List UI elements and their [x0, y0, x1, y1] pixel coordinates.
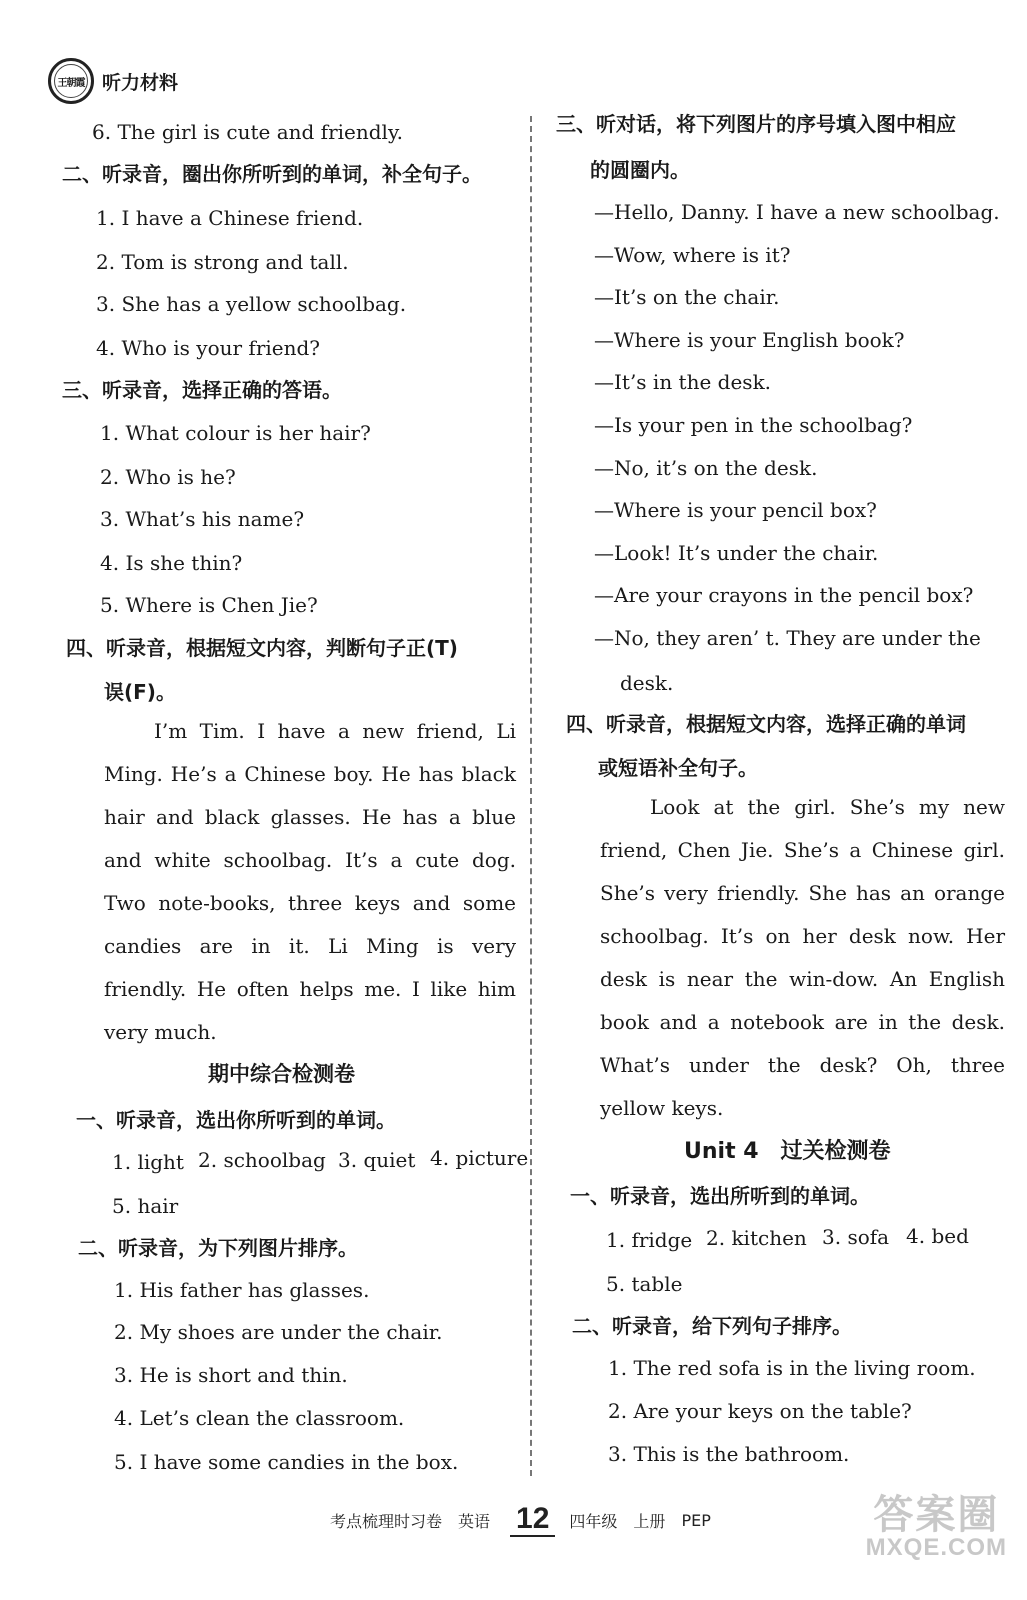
word-option: 2. kitchen — [706, 1226, 807, 1250]
footer-book-title: 考点梳理时习卷 — [330, 1511, 443, 1531]
dialog-line: —Where is your English book? — [594, 328, 905, 352]
list-item: 1. What colour is her hair? — [100, 421, 371, 445]
dialog-line: —Is your pen in the schoolbag? — [594, 413, 913, 437]
page-header — [48, 58, 178, 104]
list-item: 1. His father has glasses. — [114, 1278, 370, 1302]
list-item: 1. I have a Chinese friend. — [96, 206, 364, 230]
midterm-section-1-title: 一、听录音，选出你所听到的单词。 — [76, 1108, 396, 1132]
dialog-line: —Where is your pencil box? — [594, 498, 877, 522]
left-passage: I’m Tim. I have a new friend, Li Ming. He’s a Chinese boy. He has black hair and black glasses. He has a blue and white schoolbag. It’s a cute dog. Two note-books, three keys and some candies are in it. Li Ming is very friendly. He often helps me. I like him very much. — [104, 719, 516, 1044]
list-item: 2. My shoes are under the chair. — [114, 1320, 443, 1344]
list-item: 3. He is short and thin. — [114, 1363, 348, 1387]
list-item: 4. Who is your friend? — [96, 336, 321, 360]
right-section-4-title: 四、听录音，根据短文内容，选择正确的单词 — [566, 712, 966, 736]
right-passage: Look at the girl. She’s my new friend, Chen Jie. She’s a Chinese girl. She’s very friendly. She has an orange schoolbag. It’s on her desk now. Her desk is near the win-dow. An English book and a notebook are in the desk. What’s under the desk? Oh, three yellow keys. — [600, 795, 1005, 1120]
dialog-line: —It’s on the chair. — [594, 285, 780, 309]
list-item: 4. Is she thin? — [100, 551, 243, 575]
midterm-title: 期中综合检测卷 — [208, 1062, 355, 1086]
unit4-section-1-title: 一、听录音，选出所听到的单词。 — [570, 1184, 870, 1208]
dialog-line: —No, they aren’ t. They are under the — [594, 626, 981, 650]
list-item: 1. The red sofa is in the living room. — [608, 1356, 976, 1380]
word-option: 1. fridge — [606, 1228, 693, 1252]
list-item: 3. She has a yellow schoolbag. — [96, 292, 407, 316]
list-item: 5. Where is Chen Jie? — [100, 593, 318, 617]
dialog-line: —No, it’s on the desk. — [594, 456, 818, 480]
word-option: 1. light — [112, 1150, 184, 1174]
right-section-3-title: 三、听对话，将下列图片的序号填入图中相应 — [556, 112, 956, 136]
brand-logo-text: 王朝霞 — [54, 64, 88, 98]
footer-grade: 四年级 — [569, 1511, 618, 1531]
dialog-line: —Wow, where is it? — [594, 243, 791, 267]
left-section-2-title: 二、听录音，圈出你所听到的单词，补全句子。 — [62, 162, 482, 186]
left-line-6: 6. The girl is cute and friendly. — [92, 120, 403, 144]
list-item: 3. This is the bathroom. — [608, 1442, 850, 1466]
word-option: 3. sofa — [822, 1225, 890, 1249]
right-section-3-title-cont: 的圆圈内。 — [590, 158, 690, 182]
dialog-line: —Are your crayons in the pencil box? — [594, 583, 974, 607]
right-section-4-title-cont: 或短语补全句子。 — [598, 756, 758, 780]
left-section-4-title: 四、听录音，根据短文内容，判断句子正(T) — [66, 636, 458, 660]
word-option: 4. bed — [906, 1224, 969, 1248]
watermark-top: 答案圈 — [873, 1493, 1000, 1537]
word-option: 5. hair — [112, 1194, 179, 1218]
list-item: 4. Let’s clean the classroom. — [114, 1406, 405, 1430]
dialog-line: —Hello, Danny. I have a new schoolbag. — [594, 200, 1000, 224]
list-item: 5. I have some candies in the box. — [114, 1450, 459, 1474]
word-option: 4. picture — [430, 1146, 529, 1170]
left-section-3-title: 三、听录音，选择正确的答语。 — [62, 378, 342, 402]
footer-subject: 英语 — [458, 1511, 491, 1531]
page-number: 12 — [510, 1503, 555, 1537]
unit4-title: Unit 4 过关检测卷 — [684, 1139, 891, 1164]
word-option: 2. schoolbag — [198, 1148, 326, 1172]
list-item: 2. Tom is strong and tall. — [96, 250, 349, 274]
word-option: 5. table — [606, 1272, 683, 1296]
footer-edition: PEP — [681, 1510, 711, 1530]
watermark-bottom: MXQE.COM — [865, 1534, 1007, 1561]
dialog-line: desk. — [620, 671, 674, 695]
unit4-section-2-title: 二、听录音，给下列句子排序。 — [572, 1314, 852, 1338]
midterm-section-2-title: 二、听录音，为下列图片排序。 — [78, 1236, 358, 1260]
list-item: 3. What’s his name? — [100, 507, 305, 531]
page-footer — [330, 1500, 727, 1540]
word-option: 3. quiet — [338, 1148, 416, 1172]
list-item: 2. Who is he? — [100, 465, 236, 489]
header-title: 听力材料 — [102, 71, 179, 94]
dialog-line: —It’s in the desk. — [594, 370, 772, 394]
dialog-line: —Look! It’s under the chair. — [594, 541, 879, 565]
left-section-4-title-cont: 误(F)。 — [104, 680, 176, 704]
footer-term: 上册 — [633, 1511, 666, 1531]
column-divider — [530, 116, 532, 1476]
list-item: 2. Are your keys on the table? — [608, 1399, 912, 1423]
brand-logo — [48, 58, 94, 104]
watermark — [866, 1494, 1007, 1560]
